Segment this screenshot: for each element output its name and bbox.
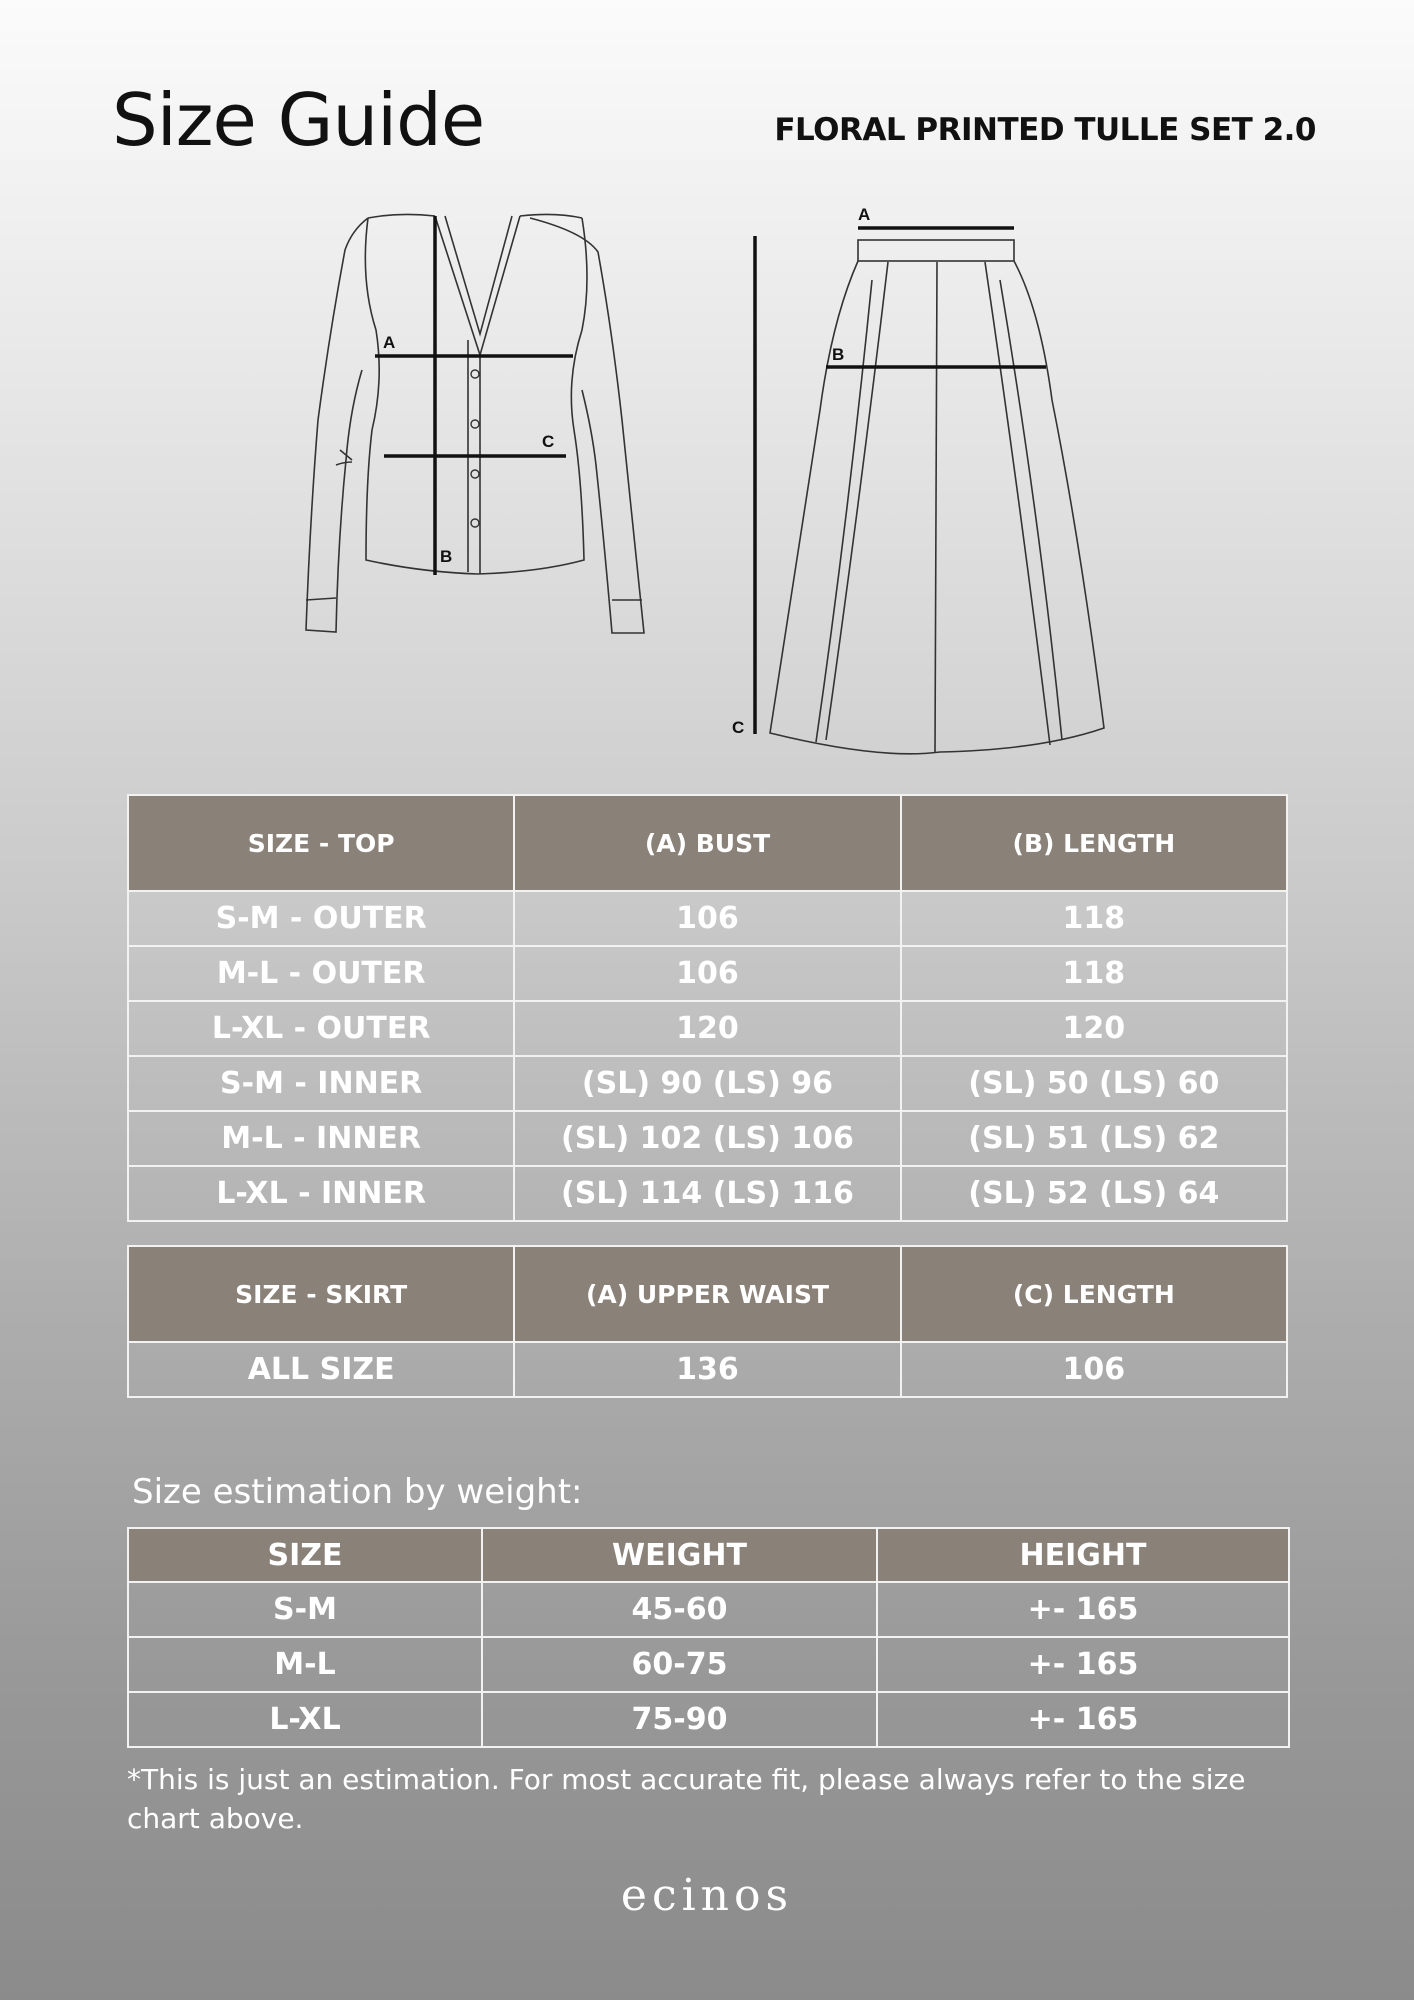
col-header-weight: WEIGHT	[482, 1528, 877, 1582]
page-title: Size Guide	[112, 78, 485, 162]
table-cell: S-M - OUTER	[128, 891, 514, 946]
table-row	[128, 1637, 1289, 1692]
table-cell: 118	[901, 891, 1287, 946]
skirt-size-table	[127, 1245, 1288, 1398]
table-cell: (SL) 52 (LS) 64	[901, 1166, 1287, 1221]
col-header-size-top: SIZE - TOP	[128, 795, 514, 891]
table-cell: M-L - INNER	[128, 1111, 514, 1166]
table-cell: 106	[514, 891, 900, 946]
table-cell: 60-75	[482, 1637, 877, 1692]
table-cell: 136	[514, 1342, 900, 1397]
table-cell: (SL) 90 (LS) 96	[514, 1056, 900, 1111]
col-header-height: HEIGHT	[877, 1528, 1289, 1582]
table-cell: L-XL - INNER	[128, 1166, 514, 1221]
table-cell: 45-60	[482, 1582, 877, 1637]
table-cell: +- 165	[877, 1582, 1289, 1637]
weight-estimation-table	[127, 1527, 1290, 1748]
table-row	[128, 1166, 1287, 1221]
skirt-label-c: C	[732, 718, 745, 737]
table-row	[128, 1582, 1289, 1637]
estimation-note: *This is just an estimation. For most accurate fit, please always refer to the size chart above.	[127, 1763, 1246, 1835]
table-row	[128, 1692, 1289, 1747]
table-row	[128, 1342, 1287, 1397]
cardigan-drawing	[306, 214, 644, 633]
table-cell: 120	[901, 1001, 1287, 1056]
estimation-label: Size estimation by weight:	[132, 1472, 583, 1512]
table-cell: +- 165	[877, 1692, 1289, 1747]
table-row	[128, 891, 1287, 946]
top-label-c: C	[542, 432, 555, 451]
table-cell: S-M - INNER	[128, 1056, 514, 1111]
brand-logo: ecinos	[620, 1870, 794, 1921]
table-cell: 75-90	[482, 1692, 877, 1747]
col-header-length: (B) LENGTH	[901, 795, 1287, 891]
table-cell: 120	[514, 1001, 900, 1056]
cardigan-buttons	[471, 370, 479, 527]
table-cell: 106	[901, 1342, 1287, 1397]
table-row	[128, 946, 1287, 1001]
skirt-drawing	[770, 240, 1104, 754]
top-label-b: B	[440, 547, 453, 566]
garment-illustration	[0, 0, 1414, 780]
table-cell: L-XL	[128, 1692, 482, 1747]
table-row	[128, 1056, 1287, 1111]
table-cell: +- 165	[877, 1637, 1289, 1692]
table-cell: M-L - OUTER	[128, 946, 514, 1001]
top-size-table	[127, 794, 1288, 1222]
col-header-skirt-length: (C) LENGTH	[901, 1246, 1287, 1342]
table-row	[128, 1111, 1287, 1166]
table-cell: M-L	[128, 1637, 482, 1692]
table-row	[128, 1001, 1287, 1056]
product-name: FLORAL PRINTED TULLE SET 2.0	[774, 112, 1316, 148]
skirt-measure-lines	[755, 228, 1046, 734]
table-cell: (SL) 102 (LS) 106	[514, 1111, 900, 1166]
table-cell: 106	[514, 946, 900, 1001]
col-header-upper-waist: (A) UPPER WAIST	[514, 1246, 900, 1342]
table-cell: L-XL - OUTER	[128, 1001, 514, 1056]
table-cell: 118	[901, 946, 1287, 1001]
col-header-size: SIZE	[128, 1528, 482, 1582]
col-header-size-skirt: SIZE - SKIRT	[128, 1246, 514, 1342]
table-cell: (SL) 114 (LS) 116	[514, 1166, 900, 1221]
skirt-label-a: A	[858, 205, 871, 224]
cardigan-measure-lines	[375, 216, 573, 575]
table-cell: (SL) 51 (LS) 62	[901, 1111, 1287, 1166]
table-cell: S-M	[128, 1582, 482, 1637]
table-cell: (SL) 50 (LS) 60	[901, 1056, 1287, 1111]
table-cell: ALL SIZE	[128, 1342, 514, 1397]
skirt-label-b: B	[832, 345, 845, 364]
top-label-a: A	[383, 333, 396, 352]
col-header-bust: (A) BUST	[514, 795, 900, 891]
